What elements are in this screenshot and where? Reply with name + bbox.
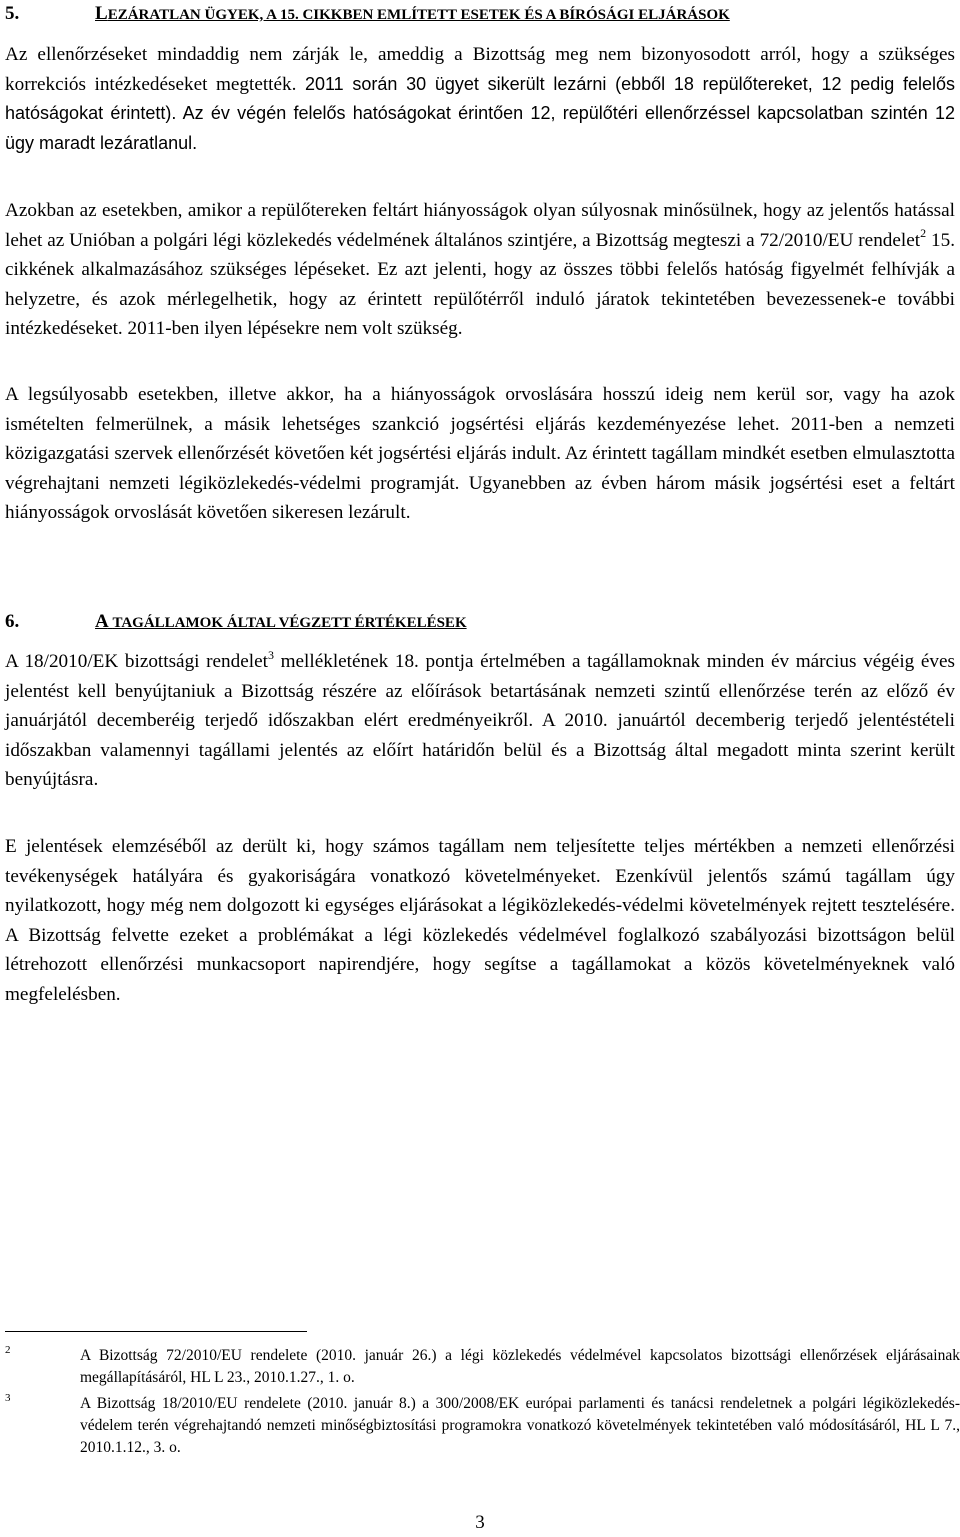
footnote-ref: 2 bbox=[920, 226, 927, 241]
section-number: 5. bbox=[5, 3, 20, 24]
footnote-mark: 2 bbox=[5, 1344, 11, 1356]
section-title: LEZÁRATLAN ÜGYEK, A 15. CIKKBEN EMLÍTETT ESETEK ÉS A BÍRÓSÁGI ELJÁRÁSOK bbox=[95, 3, 730, 24]
footnote-ref: 3 bbox=[267, 647, 274, 662]
section-title: A TAGÁLLAMOK ÁLTAL VÉGZETT ÉRTÉKELÉSEK bbox=[95, 611, 467, 632]
paragraph: Az ellenőrzéseket mindaddig nem zárják le, ameddig a Bizottság meg nem bizonyosodott arról, hogy a szükséges korrekciós intézkedéseket megtették. 2011 során 30 ügyet sikerült lezárni (ebből 18 repülőtereket, 12 pedig felelős hatóságokat érintett). Az év végén felelős hatóságokat érintően 12, repülőtéri ellenőrzéssel kapcsolatban szintén 12 ügy maradt lezáratlanul. bbox=[5, 44, 956, 153]
paragraph: Azokban az esetekben, amikor a repülőtereken feltárt hiányosságok olyan súlyosnak minősülnek, hogy az jelentős hatással lehet az Unióban a polgári légi közlekedés védelmének általános szintjére, a Bizottság megteszi a 72/2010/EU rendelet$^2$ 15. cikkének alkalmazásához szükséges lépéseket. Ez azt jelenti, hogy az összes többi felelős hatóság figyelmét felhívják a helyzetre, és azok mérlegelhetik, hogy az érintett repülőtérről induló járatok tekintetében bevezessenek-e további intézkedéseket. 2011-ben ilyen lépésekre nem volt szükség. bbox=[5, 200, 955, 339]
paragraph: A legsúlyosabb esetekben, illetve akkor, ha a hiányosságok orvoslására hosszú ideig nem kerül sor, vagy ha azok ismételten felmerülnek, a másik lehetséges szankció jogsértési eljárás kezdeményezése lehet. 2011-ben a nemzeti közigazgatási szervek ellenőrzését követően két jogsértési eljárás indult. Az érintett tagállam mindkét esetben elmulasztotta végrehajtani nemzeti légiközlekedés-védelmi programját. Ugyanebben az évben három másik jogsértési eset a feltárt hiányosságok orvoslását követően sikeresen lezárult. bbox=[5, 384, 955, 523]
section-heading-6 bbox=[5, 611, 955, 633]
paragraph: A 18/2010/EK bizottsági rendelet$^3$ mellékletének 18. pontja értelmében a tagállamoknak minden év március végéig éves jelentést kell benyújtaniuk a Bizottság részére az előírások betartásának nemzeti szintű ellenőrzése terén az előző év januárjától decemberéig terjedő időszakban elért eredményeikről. A 2010. januártól decemberig terjedő jelentéstételi időszakban valamennyi tagállami jelentés az előírt határidőn belül és a Bizottság által megadott minta szerint került benyújtásra. bbox=[5, 647, 955, 790]
footnote-text: A Bizottság 18/2010/EU rendelete (2010. január 8.) a 300/2008/EK európai parlamenti és tanácsi rendeletnek a polgári légiközlekedés-védelem terén végrehajtandó nemzeti minőségbiztosítási programokra vonatkozó követelmények tekintetében való módosításáról, HL L 7., 2010.1.12., 3. o. bbox=[80, 1395, 960, 1456]
footnote-text: A Bizottság 72/2010/EU rendelete (2010. január 26.) a légi közlekedés védelmével kapcsolatos bizottsági ellenőrzések eljárásainak megállapításáról, HL L 23., 2010.1.27., 1. o. bbox=[80, 1347, 960, 1386]
page-number: 3 bbox=[475, 1512, 485, 1533]
paragraph: E jelentések elemzéséből az derült ki, hogy számos tagállam nem teljesítette teljes mértékben a nemzeti ellenőrzési tevékenységek hatályára és gyakoriságára vonatkozó követelményeket. Ezenkívül jelentős számú tagállam úgy nyilatkozott, hogy még nem dolgozott ki egységes eljárásokat a légiközlekedés-védelmi követelmények rejtett tesztelésére. A Bizottság felvette ezeket a problémákat a légi közlekedés védelmével foglalkozó szabályozási bizottságon belül létrehozott ellenőrzési munkacsoport napirendjére, hogy segítse a tagállamokat a közös követelményeknek való megfelelésben. bbox=[5, 836, 955, 1005]
footnote-separator bbox=[5, 1331, 307, 1332]
section-number: 6. bbox=[5, 611, 20, 632]
footnote-mark: 3 bbox=[5, 1392, 11, 1404]
section-heading-5 bbox=[5, 3, 955, 25]
